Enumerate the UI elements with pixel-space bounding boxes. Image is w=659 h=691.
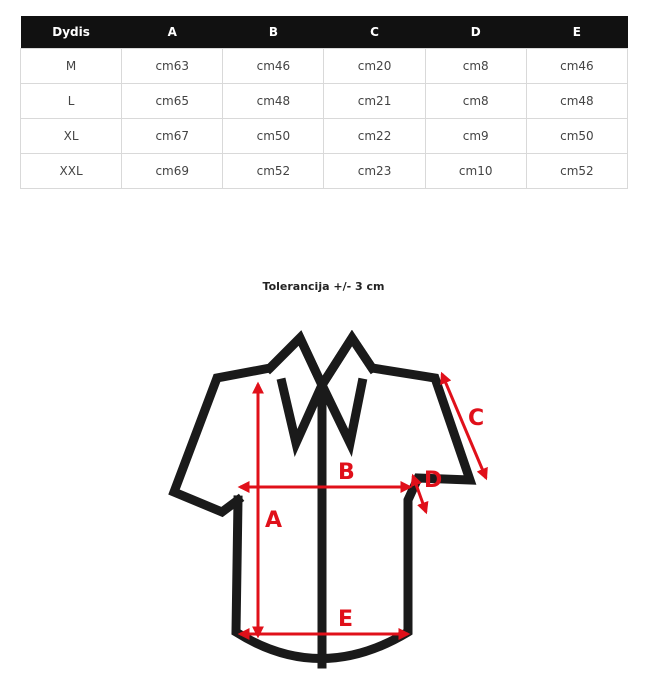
- table-cell: cm50: [526, 119, 627, 154]
- table-cell: XL: [21, 119, 122, 154]
- table-row: [21, 154, 628, 189]
- size-table: [20, 16, 628, 189]
- shirt-measurement-diagram: [160, 330, 500, 685]
- table-row: [21, 84, 628, 119]
- table-cell: cm67: [122, 119, 223, 154]
- table-cell: cm50: [223, 119, 324, 154]
- table-cell: cm48: [526, 84, 627, 119]
- measure-label-c: C: [468, 406, 485, 431]
- table-cell: cm52: [223, 154, 324, 189]
- header-size: Dydis: [21, 16, 122, 49]
- table-cell: cm69: [122, 154, 223, 189]
- table-cell: cm8: [425, 49, 526, 84]
- table-row: [21, 49, 628, 84]
- tolerance-note: Tolerancija +/- 3 cm: [262, 280, 385, 293]
- measure-label-b: B: [338, 460, 355, 485]
- table-cell: cm65: [122, 84, 223, 119]
- header-c: C: [324, 16, 425, 49]
- table-cell: cm63: [122, 49, 223, 84]
- measure-label-e: E: [338, 607, 354, 632]
- table-cell: XXL: [21, 154, 122, 189]
- table-header-row: [21, 16, 628, 49]
- measure-label-a: A: [265, 508, 283, 533]
- header-e: E: [526, 16, 627, 49]
- table-cell: L: [21, 84, 122, 119]
- table-cell: cm8: [425, 84, 526, 119]
- table-cell: cm23: [324, 154, 425, 189]
- table-cell: cm21: [324, 84, 425, 119]
- header-a: A: [122, 16, 223, 49]
- table-cell: cm22: [324, 119, 425, 154]
- shirt-collar-left: [270, 338, 322, 443]
- table-cell: cm10: [425, 154, 526, 189]
- table-cell: cm48: [223, 84, 324, 119]
- shirt-outline: [174, 338, 470, 664]
- table-cell: cm46: [526, 49, 627, 84]
- header-b: B: [223, 16, 324, 49]
- table-cell: cm9: [425, 119, 526, 154]
- table-cell: cm46: [223, 49, 324, 84]
- table-cell: M: [21, 49, 122, 84]
- table-cell: cm20: [324, 49, 425, 84]
- measure-label-d: D: [424, 468, 443, 493]
- table-row: [21, 119, 628, 154]
- shirt-collar-right: [322, 338, 372, 443]
- header-d: D: [425, 16, 526, 49]
- table-cell: cm52: [526, 154, 627, 189]
